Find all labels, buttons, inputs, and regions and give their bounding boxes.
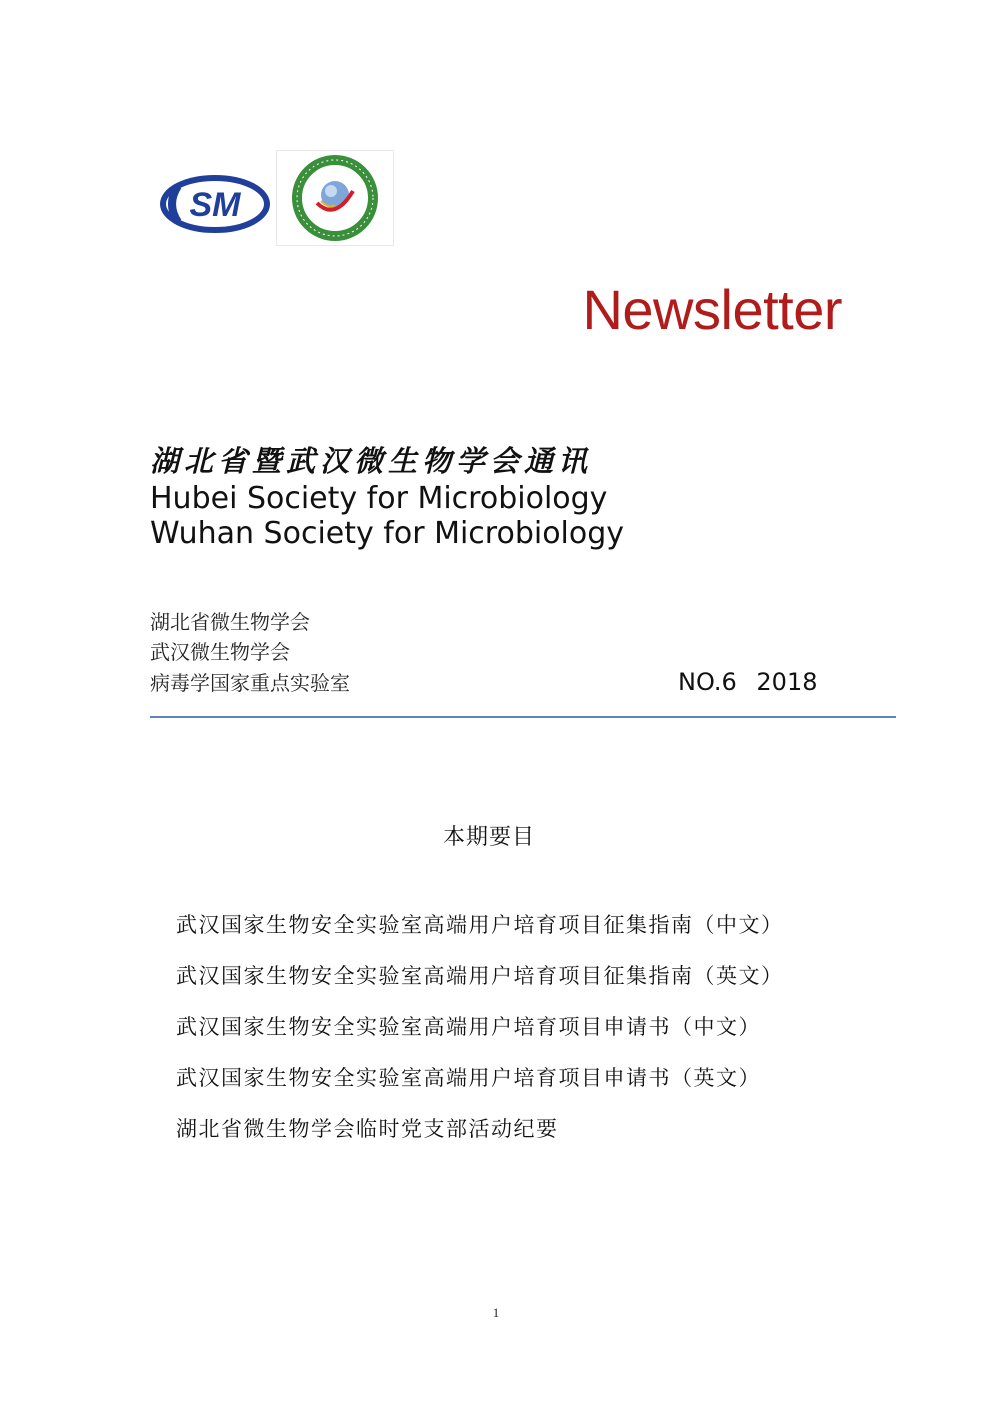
- page-number: 1: [492, 1305, 500, 1320]
- svg-text:SM: SM: [189, 186, 241, 224]
- english-title-line1: Hubei Society for Microbiology: [150, 481, 608, 516]
- toc-list: [176, 912, 784, 1167]
- org-virology-lab: 病毒学国家重点实验室: [150, 671, 350, 695]
- newsletter-heading: Newsletter: [582, 278, 842, 341]
- org-wuhan-society: 武汉微生物学会: [150, 640, 290, 664]
- english-title-line2: Wuhan Society for Microbiology: [150, 516, 625, 551]
- chinese-title: 湖北省暨武汉微生物学会通讯: [150, 444, 593, 478]
- society-logo: [158, 170, 272, 238]
- toc-item: 武汉国家生物安全实验室高端用户培育项目征集指南（英文）: [176, 964, 784, 988]
- virology-lab-logo: [276, 150, 394, 246]
- toc-item: 武汉国家生物安全实验室高端用户培育项目申请书（英文）: [176, 1066, 761, 1090]
- toc-title: 本期要目: [443, 825, 536, 850]
- toc-item: 武汉国家生物安全实验室高端用户培育项目征集指南（中文）: [176, 913, 784, 937]
- org-hubei-society: 湖北省微生物学会: [150, 610, 310, 634]
- toc-item: 武汉国家生物安全实验室高端用户培育项目申请书（中文）: [176, 1015, 761, 1039]
- header-divider: [150, 716, 896, 718]
- toc-item: 湖北省微生物学会临时党支部活动纪要: [176, 1117, 559, 1141]
- issue-number: NO.6 2018: [678, 668, 818, 696]
